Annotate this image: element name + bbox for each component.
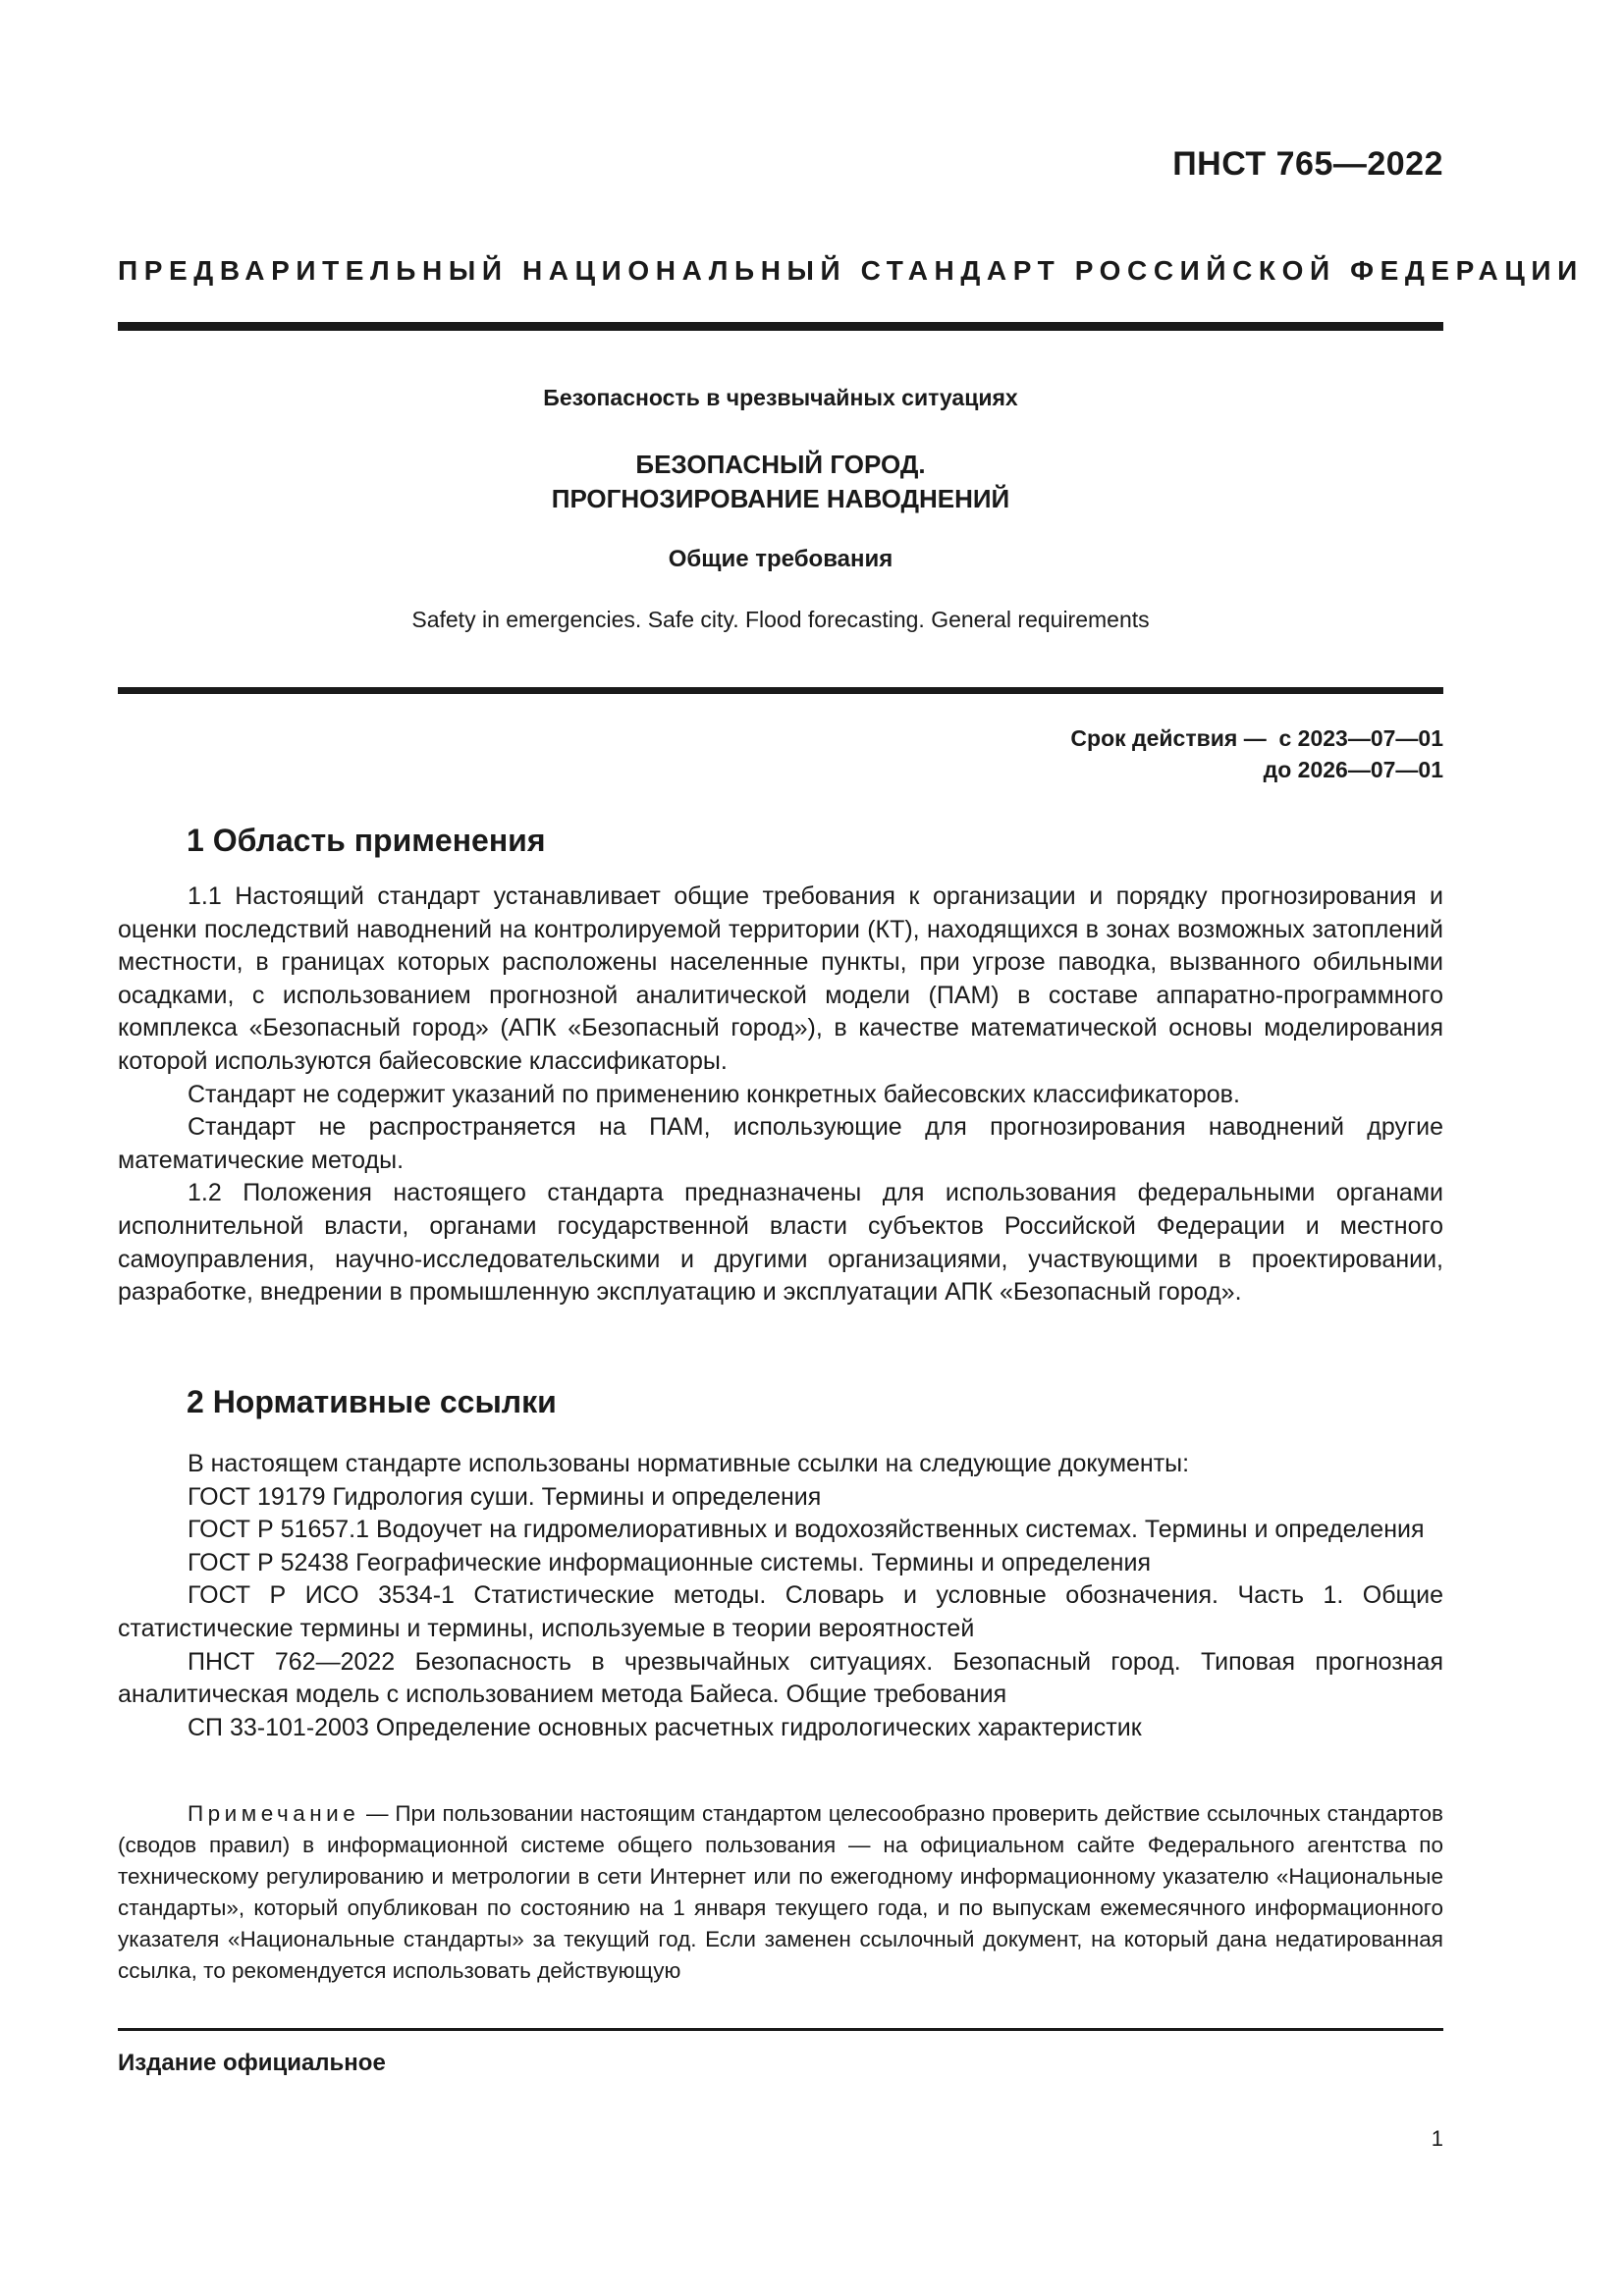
document-id: ПНСТ 765—2022: [1172, 145, 1443, 183]
document-subtitle: Общие требования: [668, 546, 893, 572]
title-divider: [118, 687, 1443, 694]
paragraph: 1.1 Настоящий стандарт устанавливает общие требования к организации и порядку прогнозирования и оценки последствий наводнений на контролируемой территории (КТ), находящихся в зонах возможных затоплений местности, в границах которых расположены населенные пункты, при угрозе паводка, вызванного обильными осадками, с использованием прогнозной аналитической модели (ПАМ) в составе аппаратно-программного комплекса «Безопасный город» (АПК «Безопасный город»), в качестве математической основы моделирования которой используются байесовские классификаторы.: [118, 882, 1443, 1075]
document-title: [118, 448, 1443, 516]
edition-label: Издание официальное: [118, 2050, 386, 2076]
title-line-2: ПРОГНОЗИРОВАНИЕ НАВОДНЕНИЙ: [551, 484, 1010, 513]
note-label: Примечание: [188, 1801, 360, 1826]
reference-item: ПНСТ 762—2022 Безопасность в чрезвычайных ситуациях. Безопасный город. Типовая прогнозная аналитическая модель с использованием метода Байеса. Общие требования: [118, 1647, 1443, 1709]
english-title: Safety in emergencies. Safe city. Flood forecasting. General requirements: [411, 607, 1150, 632]
page-number: 1: [1431, 2126, 1443, 2151]
section-1-heading: 1 Область применения: [187, 823, 546, 858]
title-line-1: БЕЗОПАСНЫЙ ГОРОД.: [635, 450, 926, 479]
document-series: Безопасность в чрезвычайных ситуациях: [543, 385, 1018, 410]
paragraph: 1.2 Положения настоящего стандарта предназначены для использования федеральными органами исполнительной власти, органами государственной власти субъектов Российской Федерации и местного самоуправления, научно-исследовательскими и другими организациями, участвующими в проектировании, разработке, внедрении в промышленную эксплуатацию и эксплуатации АПК «Безопасный город».: [118, 1179, 1443, 1307]
paragraph: В настоящем стандарте использованы нормативные ссылки на следующие документы:: [188, 1450, 1190, 1477]
note-block: [118, 1798, 1443, 1987]
footer-divider: [118, 2028, 1443, 2031]
paragraph: Стандарт не содержит указаний по применению конкретных байесовских классификаторов.: [188, 1080, 1240, 1108]
validity-from: Срок действия — с 2023—07—01: [1070, 725, 1443, 751]
reference-item: ГОСТ 19179 Гидрология суши. Термины и определения: [188, 1482, 822, 1511]
reference-item: ГОСТ Р 51657.1 Водоучет на гидромелиоративных и водохозяйственных системах. Термины и определения: [188, 1516, 1425, 1544]
section-2-heading: 2 Нормативные ссылки: [187, 1384, 557, 1419]
reference-item: СП 33-101-2003 Определение основных расчетных гидрологических характеристик: [188, 1713, 1142, 1741]
validity-period: [1070, 722, 1443, 785]
section-1-body: [118, 881, 1443, 1309]
reference-item: ГОСТ Р 52438 Географические информационные системы. Термины и определения: [188, 1548, 1151, 1576]
section-2-body: [118, 1448, 1443, 1744]
reference-item: ГОСТ Р ИСО 3534-1 Статистические методы. Словарь и условные обозначения. Часть 1. Общие статистические термины и термины, используемые в теории вероятностей: [118, 1581, 1443, 1642]
validity-to: до 2026—07—01: [1263, 757, 1443, 782]
standard-type-header: ПРЕДВАРИТЕЛЬНЫЙ НАЦИОНАЛЬНЫЙ СТАНДАРТ РОССИЙСКОЙ ФЕДЕРАЦИИ: [118, 255, 1584, 286]
top-divider: [118, 322, 1443, 331]
paragraph: Стандарт не распространяется на ПАМ, использующие для прогнозирования наводнений другие математические методы.: [118, 1113, 1443, 1174]
note-text: — При пользовании настоящим стандартом целесообразно проверить действие ссылочных стандартов (сводов правил) в информационной системе общего пользования — на официальном сайте Федерального агентства по техническому регулированию и метрологии в сети Интернет или по ежегодному информационному указателю «Национальные стандарты», который опубликован по состоянию на 1 января текущего года, и по выпускам ежемесячного информационного указателя «Национальные стандарты» за текущий год. Если заменен ссылочный документ, на который дана недатированная ссылка, то рекомендуется использовать действующую: [118, 1801, 1443, 1983]
